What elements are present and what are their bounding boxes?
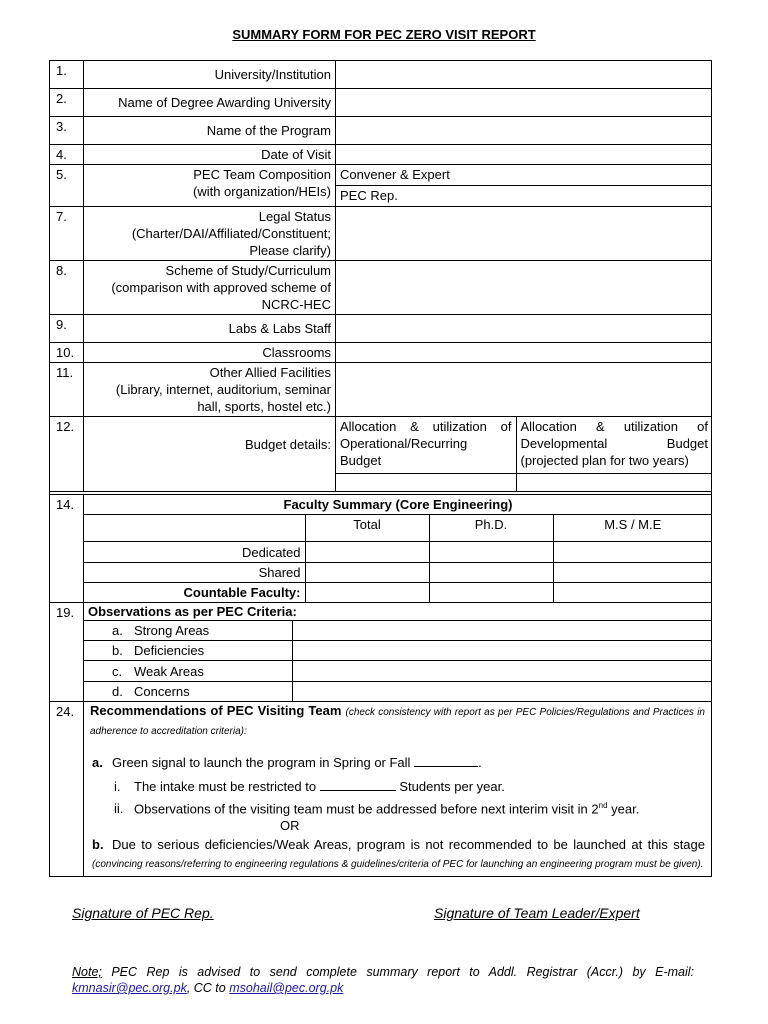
email-link-msohail[interactable]: msohail@pec.org.pk <box>229 981 344 995</box>
row-team-composition <box>50 165 712 207</box>
observation-deficiencies: b. Deficiencies <box>84 641 292 661</box>
faculty-heading: Faculty Summary (Core Engineering) <box>84 495 712 515</box>
row-label: Budget details: <box>84 417 336 492</box>
dedicated-total-field[interactable] <box>305 542 429 563</box>
recommendation-or: OR <box>280 818 300 834</box>
budget-inner-table <box>336 417 712 491</box>
row-label <box>84 363 336 417</box>
program-field[interactable] <box>336 117 712 145</box>
row-label: Name of the Program <box>84 117 336 145</box>
row-number: 1. <box>50 61 84 89</box>
shared-ms-field[interactable] <box>553 563 712 583</box>
row-number: 24. <box>50 702 84 877</box>
row-label <box>84 165 336 207</box>
row-label: Name of Degree Awarding University <box>84 89 336 117</box>
faculty-corner-cell <box>84 515 305 542</box>
allied-facilities-field[interactable] <box>336 363 712 417</box>
signature-team-leader: Signature of Team Leader/Expert <box>434 905 640 921</box>
operational-budget-header: Allocation & utilization of Operational/Recurring Budget <box>336 417 516 474</box>
operational-budget-field[interactable] <box>336 474 516 492</box>
convener-field[interactable]: Convener & Expert <box>336 165 711 186</box>
developmental-budget-field[interactable] <box>516 474 712 492</box>
observation-weak-areas: c. Weak Areas <box>84 661 292 682</box>
recommendation-b: b. Due to serious deficiencies/Weak Areas, program is not recommended to be launched at this stage (convincing reasons/referring to engineering regulations & guidelines/criteria of PEC for launching an engineering program must be given). <box>92 837 705 871</box>
strong-areas-field[interactable] <box>292 621 712 641</box>
row-number: 7. <box>50 207 84 261</box>
row-label: Date of Visit <box>84 145 336 165</box>
email-link-kmnasir[interactable]: kmnasir@pec.org.pk <box>72 981 187 995</box>
recommendations-heading-note: (check consistency with report as per PEC Policies/Regulations and Practices in adherence to accreditation criteria): <box>90 707 705 737</box>
university-field[interactable] <box>336 61 712 89</box>
row-degree-university <box>50 89 712 117</box>
col-phd: Ph.D. <box>429 515 553 542</box>
row-label: Labs & Labs Staff <box>84 315 336 343</box>
dedicated-ms-field[interactable] <box>553 542 712 563</box>
label-line: Legal Status <box>258 209 331 224</box>
row-number: 8. <box>50 261 84 315</box>
date-field[interactable] <box>336 145 712 165</box>
row-number: 3. <box>50 117 84 145</box>
row-label: University/Institution <box>84 61 336 89</box>
countable-ms-field[interactable] <box>553 583 712 603</box>
observation-concerns: d. Concerns <box>84 682 292 702</box>
row-university <box>50 61 712 89</box>
row-number: 12. <box>50 417 84 492</box>
row-faculty-summary <box>50 495 712 603</box>
footer-note <box>72 964 694 996</box>
col-ms: M.S / M.E <box>553 515 712 542</box>
row-shared: Shared <box>84 563 305 583</box>
shared-total-field[interactable] <box>305 563 429 583</box>
note-text: PEC Rep is advised to send complete summary report to Addl. Registrar (Accr.) by E-mail: <box>111 965 694 979</box>
classrooms-field[interactable] <box>336 343 712 363</box>
observation-strong-areas: a. Strong Areas <box>84 621 292 641</box>
note-cc: , CC to <box>186 981 226 995</box>
summary-form-table <box>49 60 712 877</box>
note-label: Note; <box>72 965 102 979</box>
scheme-field[interactable] <box>336 261 712 315</box>
label-line: NCRC-HEC <box>261 297 331 312</box>
countable-total-field[interactable] <box>305 583 429 603</box>
label-line: hall, sports, hostel etc.) <box>197 399 331 414</box>
row-legal-status <box>50 207 712 261</box>
degree-university-field[interactable] <box>336 89 712 117</box>
shared-phd-field[interactable] <box>429 563 553 583</box>
label-line: (comparison with approved scheme of <box>111 280 331 295</box>
labs-field[interactable] <box>336 315 712 343</box>
row-countable-faculty: Countable Faculty: <box>84 583 305 603</box>
col-total: Total <box>305 515 429 542</box>
concerns-field[interactable] <box>292 682 712 702</box>
row-number: 2. <box>50 89 84 117</box>
signature-pec-rep: Signature of PEC Rep. <box>72 905 214 921</box>
developmental-budget-header: Allocation & utilization of Developmental Budget (projected plan for two years) <box>516 417 712 474</box>
observations-heading: Observations as per PEC Criteria: <box>84 603 712 621</box>
label-line: (Library, internet, auditorium, seminar <box>115 382 331 397</box>
legal-status-field[interactable] <box>336 207 712 261</box>
row-number: 11. <box>50 363 84 417</box>
recommendation-a-ii: ii. Observations of the visiting team must be addressed before next interim visit in 2nd year. <box>114 801 640 817</box>
dedicated-phd-field[interactable] <box>429 542 553 563</box>
label-line: (with organization/HEIs) <box>193 184 331 199</box>
countable-phd-field[interactable] <box>429 583 553 603</box>
row-number: 4. <box>50 145 84 165</box>
label-line: Scheme of Study/Curriculum <box>165 263 331 278</box>
label-line: PEC Team Composition <box>193 167 331 182</box>
row-observations <box>50 603 712 702</box>
label-line: Other Allied Facilities <box>209 365 331 380</box>
faculty-table <box>84 495 712 602</box>
row-budget <box>50 417 712 492</box>
row-label <box>84 207 336 261</box>
season-blank-field[interactable] <box>414 753 478 767</box>
row-scheme-of-study <box>50 261 712 315</box>
row-date <box>50 145 712 165</box>
row-recommendations <box>50 702 712 877</box>
page-title: SUMMARY FORM FOR PEC ZERO VISIT REPORT <box>232 27 536 42</box>
intake-blank-field[interactable] <box>320 777 396 791</box>
recommendation-a-i: i. The intake must be restricted to Students per year. <box>114 779 505 794</box>
row-allied-facilities <box>50 363 712 417</box>
row-program <box>50 117 712 145</box>
row-number: 5. <box>50 165 84 207</box>
row-number: 19. <box>50 603 84 702</box>
team-inner-table <box>336 165 711 206</box>
pec-rep-field[interactable]: PEC Rep. <box>336 186 711 207</box>
row-labs <box>50 315 712 343</box>
row-number: 14. <box>50 495 84 603</box>
row-label: Classrooms <box>84 343 336 363</box>
row-classrooms <box>50 343 712 363</box>
row-label <box>84 261 336 315</box>
row-number: 10. <box>50 343 84 363</box>
label-line: Please clarify) <box>249 243 331 258</box>
label-line: (Charter/DAI/Affiliated/Constituent; <box>131 226 331 241</box>
weak-areas-field[interactable] <box>292 661 712 682</box>
row-dedicated: Dedicated <box>84 542 305 563</box>
recommendations-heading-block <box>90 702 705 740</box>
deficiencies-field[interactable] <box>292 641 712 661</box>
observations-table <box>84 603 712 701</box>
recommendations-heading: Recommendations of PEC Visiting Team <box>90 703 342 718</box>
row-number: 9. <box>50 315 84 343</box>
recommendation-a: a. Green signal to launch the program in Spring or Fall . <box>92 755 482 770</box>
